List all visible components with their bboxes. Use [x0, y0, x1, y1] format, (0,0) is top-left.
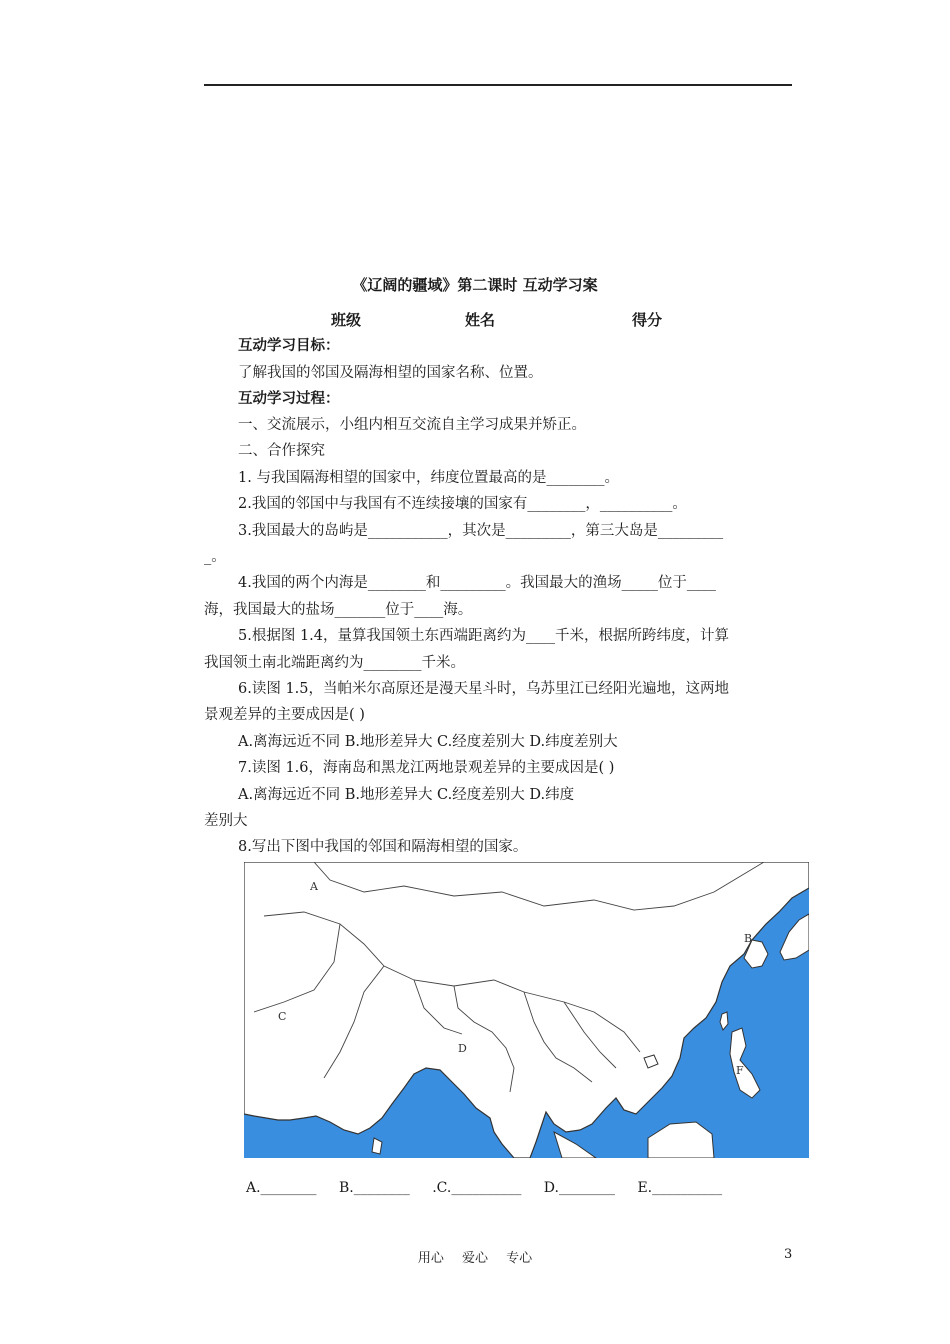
- map-label-a: A: [310, 880, 318, 893]
- map-label-f: F: [736, 1064, 744, 1077]
- answer-a: A.________: [246, 1180, 317, 1196]
- question-5: 5.根据图 1.4，量算我国领土东西端距离约为____千米，根据所跨纬度，计算: [238, 628, 730, 644]
- header-rule: [204, 84, 792, 86]
- question-3: 3.我国最大的岛屿是___________，其次是_________，第三大岛是_________: [238, 523, 724, 539]
- process-heading: 互动学习过程：: [238, 391, 340, 407]
- goal-heading: 互动学习目标：: [238, 338, 340, 354]
- question-7-options-cont: 差别大: [204, 813, 248, 829]
- question-1: 1. 与我国隔海相望的国家中，纬度位置最高的是________。: [238, 470, 619, 486]
- step-one: 一、交流展示，小组内相互交流自主学习成果并矫正。: [238, 417, 586, 433]
- answer-row: [246, 1180, 740, 1196]
- question-6-options: A.离海远近不同 B.地形差异大 C.经度差别大 D.纬度差别大: [238, 734, 618, 750]
- answer-e: E.__________: [637, 1180, 723, 1196]
- page-title: 《辽阔的疆域》第二课时 互动学习案: [352, 276, 598, 294]
- answer-c: .C.__________: [432, 1180, 522, 1196]
- class-label: 班级: [331, 311, 362, 329]
- question-8: 8.写出下图中我国的邻国和隔海相望的国家。: [238, 839, 528, 855]
- question-3-cont: _。: [204, 549, 226, 565]
- answer-d: D.________: [543, 1180, 615, 1196]
- step-two: 二、合作探究: [238, 443, 325, 459]
- question-4: 4.我国的两个内海是________和_________。我国最大的渔场_____位于____: [238, 575, 716, 591]
- goal-text: 了解我国的邻国及隔海相望的国家名称、位置。: [238, 365, 543, 381]
- answer-b: B.________: [339, 1180, 410, 1196]
- score-label: 得分: [632, 311, 663, 329]
- question-4-cont: 海，我国最大的盐场_______位于____海。: [204, 602, 473, 618]
- asia-map: [244, 862, 809, 1158]
- question-6: 6.读图 1.5，当帕米尔高原还是漫天星斗时，乌苏里江已经阳光遍地，这两地: [238, 681, 730, 697]
- question-6-cont: 景观差异的主要成因是( ): [204, 707, 365, 723]
- question-7-options: A.离海远近不同 B.地形差异大 C.经度差别大 D.纬度: [238, 787, 575, 803]
- map-label-c: C: [278, 1010, 287, 1023]
- name-label: 姓名: [465, 311, 496, 329]
- question-2: 2.我国的邻国中与我国有不连续接壤的国家有________，__________。: [238, 496, 687, 512]
- footer-motto: 用心 爱心 专心: [417, 1251, 533, 1266]
- question-7: 7.读图 1.6，海南岛和黑龙江两地景观差异的主要成因是( ): [238, 760, 615, 776]
- map-label-b: B: [744, 932, 753, 945]
- page-number: 3: [784, 1247, 793, 1262]
- question-5-cont: 我国领土南北端距离约为________千米。: [204, 655, 465, 671]
- map-label-d: D: [458, 1042, 467, 1055]
